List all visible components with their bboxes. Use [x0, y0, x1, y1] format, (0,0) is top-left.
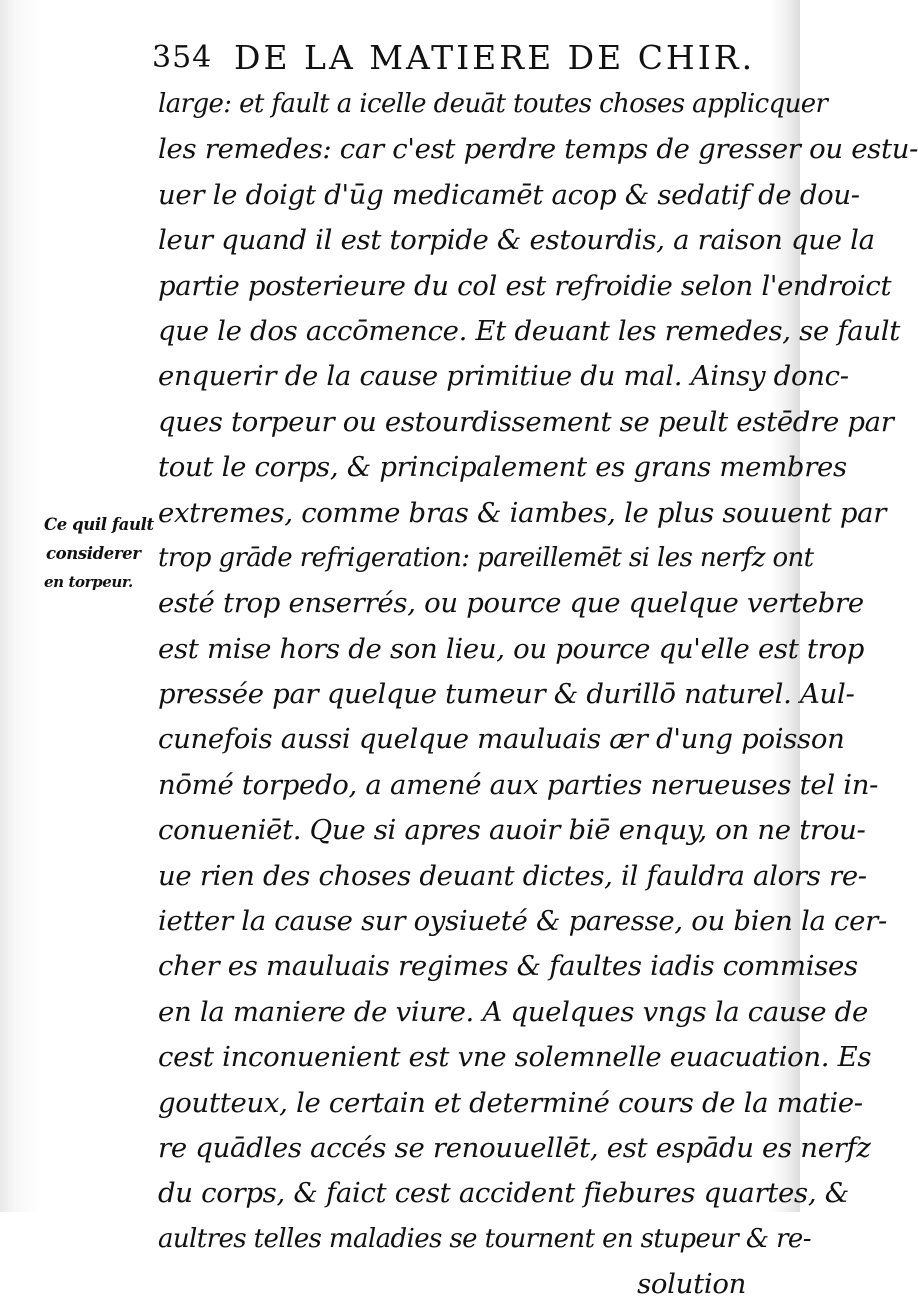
marginal-note-line: en torpeur. — [44, 573, 133, 591]
catchword: solution — [637, 1268, 746, 1301]
text-line: cher es mauluais regimes & faultes iadis commises — [158, 950, 858, 983]
main-text-block — [158, 82, 918, 1308]
marginal-note-line: considerer — [46, 544, 141, 563]
running-title: DE LA MATIERE DE CHIR. — [234, 38, 756, 77]
text-line: cest inconuenient est vne solemnelle euacuation. Es — [158, 1041, 872, 1074]
text-line: en la maniere de viure. A quelques vngs la cause de — [158, 995, 868, 1028]
text-line: pressée par quelque tumeur & durillō naturel. Aul- — [158, 678, 855, 711]
text-line: partie posterieure du col est refroidie selon l'endroict — [158, 269, 892, 302]
text-line: leur quand il est torpide & estourdis, a raison que la — [158, 224, 875, 257]
page-header — [152, 38, 756, 78]
text-line: conueniēt. Que si apres auoir biē enquy, on ne trou- — [158, 814, 866, 847]
text-line: esté trop enserrés, ou pource que quelque vertebre — [158, 587, 864, 620]
text-line: aultres telles maladies se tournent en stupeur & re- — [158, 1223, 811, 1254]
text-line: large: et fault a icelle deuāt toutes choses applicquer — [158, 89, 828, 119]
text-line: uer le doigt d'ūg medicamēt acop & sedatif de dou- — [158, 178, 860, 211]
text-line: du corps, & faict cest accident fiebures quartes, & — [158, 1177, 849, 1210]
text-line: est mise hors de son lieu, ou pource qu'elle est trop — [158, 632, 865, 665]
text-line: enquerir de la cause primitiue du mal. Ainsy donc- — [158, 360, 849, 393]
text-line: re quādles accés se renouuellēt, est espādu es nerfz — [158, 1131, 871, 1164]
marginal-note — [44, 510, 156, 597]
text-line: extremes, comme bras & iambes, le plus souuent par — [158, 496, 887, 529]
text-line: goutteux, le certain et determiné cours de la matie- — [158, 1086, 863, 1119]
text-line: tout le corps, & principalement es grans membres — [158, 451, 847, 484]
text-line: les remedes: car c'est perdre temps de gresser ou estu- — [158, 133, 918, 166]
text-line: que le dos accōmence. Et deuant les remedes, se fault — [158, 314, 901, 347]
text-line: trop grāde refrigeration: pareillemēt si les nerfz ont — [158, 542, 814, 573]
text-line: ue rien des choses deuant dictes, il fauldra alors re- — [158, 859, 867, 892]
text-line: cunefois aussi quelque mauluais ær d'ung poisson — [158, 723, 845, 756]
text-line: ques torpeur ou estourdissement se peult estēdre par — [158, 405, 894, 438]
text-line: ietter la cause sur oysiueté & paresse, ou bien la cer- — [158, 905, 887, 938]
text-line: nōmé torpedo, a amené aux parties nerueuses tel in- — [158, 768, 879, 801]
marginal-note-line: Ce quil fault — [44, 515, 154, 534]
page-number: 354 — [152, 40, 213, 75]
